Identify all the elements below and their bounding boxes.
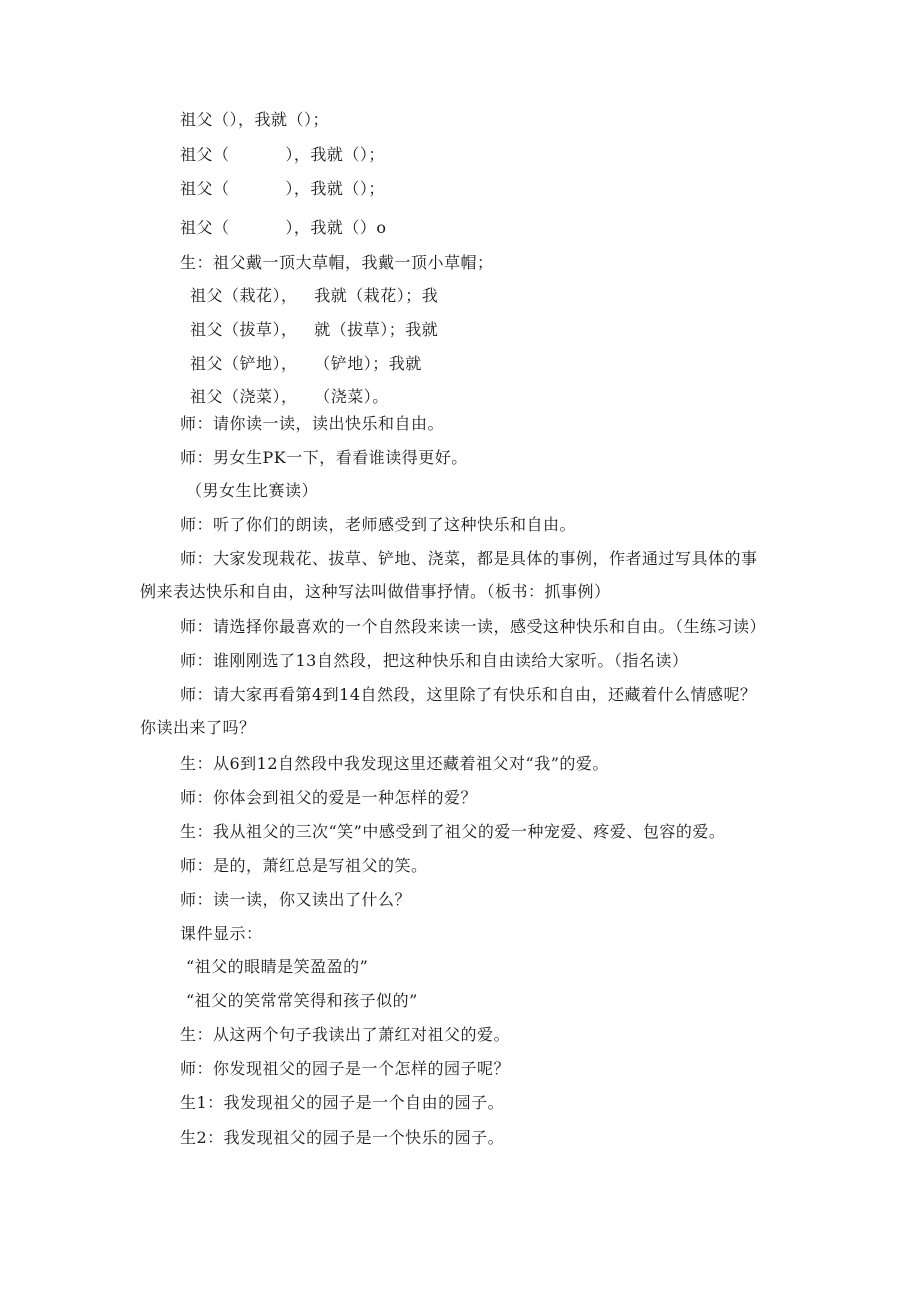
text-line: “祖父的笑常常笑得和孩子似的” bbox=[186, 991, 418, 1010]
text-line: 师：请选择你最喜欢的一个自然段来读一读，感受这种快乐和自由。（生练习读） bbox=[180, 617, 767, 636]
text-line: 你读出来了吗？ bbox=[140, 718, 256, 737]
text-line: 生：从6到12自然段中我发现这里还藏着祖父对“我”的爱。 bbox=[180, 754, 609, 773]
text-line: 祖父（ ），我就（）o bbox=[180, 218, 387, 237]
text-line: 师：请大家再看第4到14自然段，这里除了有快乐和自由，还藏着什么情感呢？ bbox=[180, 685, 757, 704]
text-line: 师：听了你们的朗读，老师感受到了这种快乐和自由。 bbox=[180, 515, 577, 534]
text-line: 例来表达快乐和自由，这种写法叫做借事抒情。（板书：抓事例） bbox=[140, 582, 611, 601]
text-line: 生2：我发现祖父的园子是一个快乐的园子。 bbox=[180, 1128, 505, 1147]
text-line: 祖父（铲地）， （铲地）；我就 bbox=[190, 354, 422, 373]
text-line: 师：请你读一读，读出快乐和自由。 bbox=[180, 414, 445, 433]
text-line: 生1：我发现祖父的园子是一个自由的园子。 bbox=[180, 1093, 505, 1112]
text-line: “祖父的眼睛是笑盈盈的” bbox=[186, 957, 369, 976]
text-line: 师：读一读，你又读出了什么？ bbox=[180, 890, 412, 909]
text-line: 祖父（ ），我就（）； bbox=[180, 145, 385, 164]
text-line: 祖父（浇菜）， （浇菜）。 bbox=[190, 387, 389, 406]
text-line: 师：你体会到祖父的爱是一种怎样的爱？ bbox=[180, 788, 478, 807]
text-line: 祖父（栽花）， 我就（栽花）；我 bbox=[190, 286, 439, 305]
text-line: 祖父（），我就（）； bbox=[180, 110, 330, 129]
text-line: 生：从这两个句子我读出了萧红对祖父的爱。 bbox=[180, 1025, 511, 1044]
text-line: 祖父（ ），我就（）； bbox=[180, 179, 385, 198]
text-line: 师：男女生PK一下，看看谁读得更好。 bbox=[180, 448, 468, 467]
text-line: 生：我从祖父的三次“笑”中感受到了祖父的爱一种宠爱、疼爱、包容的爱。 bbox=[180, 822, 726, 841]
text-line: 师：大家发现栽花、拔草、铲地、浇菜，都是具体的事例，作者通过写具体的事 bbox=[180, 549, 758, 568]
text-line: 祖父（拔草）， 就（拔草）；我就 bbox=[190, 320, 439, 339]
text-line: （男女生比赛读） bbox=[186, 481, 319, 500]
text-line: 生：祖父戴一顶大草帽，我戴一顶小草帽； bbox=[180, 253, 494, 272]
text-line: 师：是的，萧红总是写祖父的笑。 bbox=[180, 856, 428, 875]
text-line: 师：谁刚刚选了13自然段，把这种快乐和自由读给大家听。（指名读） bbox=[180, 651, 689, 670]
text-line: 师：你发现祖父的园子是一个怎样的园子呢？ bbox=[180, 1059, 511, 1078]
text-line: 课件显示： bbox=[180, 924, 263, 943]
